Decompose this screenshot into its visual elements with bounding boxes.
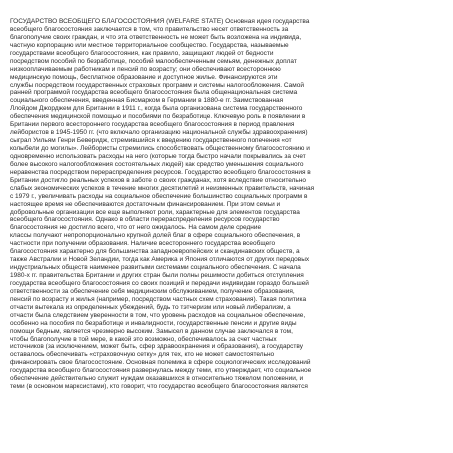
text-line: источников (за исключением, может быть, сфер здравоохранения и образования), а государству <box>10 343 303 351</box>
text-line: лейбористов в 1945-1950 гг. (что включало организацию национальной службы здравоохранения) <box>10 129 308 137</box>
text-line: настоящее время не обеспечиваются достаточным финансированием. При этом семьи и <box>10 200 281 208</box>
text-line: благополучие своих граждан, и что эта ответственность не может быть возложена на индивида, <box>10 33 302 41</box>
text-line: теми (в основном марксистами), кто говорит, что государство всеобщего благосостояния является <box>10 383 308 391</box>
text-line: обеспечения медицинской помощью и пособиями по безработице. Ключевую роль в появлении в <box>10 113 306 121</box>
text-line: всеобщего благосостояния заключается в том, что правительство несет ответственность за <box>10 25 289 33</box>
text-line: финансировать свое благосостояние. Основная полемика в сфере социологических исследований <box>10 359 311 367</box>
text-line: индустриальных обществ наименее развитыми системами социального обеспечения. С начала <box>10 264 301 272</box>
text-line: 1980-х гг. правительства Британии и других стран были полны решимости добиться отступления <box>10 272 304 279</box>
text-line: всеобщего благосостояния. Однако в области перераспределения ресурсов государство <box>10 216 280 224</box>
text-line: ГОСУДАРСТВО ВСЕОБЩЕГО БЛАГОСОСТОЯНИЯ (WELFARE STATE) Основная идея государства <box>10 18 310 25</box>
text-line: особенно на пособия по безработице и инвалидности, государственные пенсии и другие виды <box>10 319 297 327</box>
text-line: благосостояния характерно для большинства западноевропейских и скандинавских обществ, а <box>10 248 300 256</box>
text-line: социального обеспечения, введенная Бисмарком в Германии в 1880-е гг. Заимствованная <box>10 97 284 105</box>
text-line: службы посредством государственных страховых программ и системы налогообложения. Самой <box>10 81 304 89</box>
text-line: низкооплачиваемым работникам и пенсий по возрасту; они обеспечивают всестороннюю <box>10 65 281 73</box>
text-line: частности при получении образования. Наличие всестороннего государства всеобщего <box>10 240 276 248</box>
text-line: Британии первого всестороннего государства всеобщего благосостояния в период правления <box>10 121 295 129</box>
text-line: частную корпорацию или местное территориальное сообщество. Государства, называемые <box>10 41 289 49</box>
text-line: Ллойдом Джорджем для Британии в 1911 г., когда была организована система государственного <box>10 105 303 113</box>
text-line: ранней программой государства всеобщего благосостояния была общенациональная система <box>10 89 298 97</box>
text-line: пенсий по возрасту и жилья (например, посредством частных схем страхования). Такая политика <box>10 295 307 303</box>
text-line: ответственности за обеспечение себя медицинским обслуживанием, получение образования, <box>10 287 295 295</box>
text-line: государства всеобщего благосостояния развернулась между теми, кто утверждает, что социальное <box>10 367 312 375</box>
document-body <box>10 18 443 391</box>
text-line: более высокого налогообложения состоятельных людей) как средство уменьшения социального <box>10 160 304 168</box>
text-line: слабых экономических успехов в течение многих десятилетий и неизменных правительств, начиная <box>10 184 315 192</box>
text-line: медицинскую помощь, бесплатное образование и доступное жилье. Финансируются эти <box>10 73 278 81</box>
text-line: также Австралии и Новой Зеландии, тогда как Америка и Япония отличаются от других передовых <box>10 256 310 264</box>
text-line: государства всеобщего благосостояния со своих позиций и передачи индивидам гораздо большей <box>10 279 309 287</box>
text-line: с 1979 г., увеличивать расходы на социальное обеспечение большинство социальных программ в <box>10 192 308 200</box>
text-line: Британии достигло реальных успехов в заботе о своих гражданах, хотя вследствие относительно <box>10 176 307 184</box>
text-line: колыбели до могилы». Лейбористы стремились способствовать общественному благосостоянию и <box>10 145 310 152</box>
text-line: сыграл Уильям Генри Беверидж, стремившийся к введению государственного попечения «от <box>10 137 292 145</box>
text-line: благосостояния не достигло всего, что от него ожидалось. На самом деле средние <box>10 224 262 232</box>
text-line: обеспечение действительно служит нуждам оказавшихся в относительно тяжелом положении, и <box>10 375 304 383</box>
text-line: посредством пособий по безработице, пособий малообеспеченным семьям, денежных доплат <box>10 57 297 65</box>
text-line: классы получают непропорционально крупной долей благ в сфере социального обеспечения, в <box>10 232 301 240</box>
text-line: отчасти вытекала из определенных убеждений, будь то тэтчеризм или новый либерализм, а <box>10 303 291 311</box>
text-line: чтобы благополучие в той мере, в какой это возможно, обеспечивалось за счет частных <box>10 335 277 343</box>
text-line: неравенства посредством перераспределения ресурсов. Государство всеобщего благосостояния в <box>10 168 311 176</box>
text-line: помощи бедным, является чрезмерно высоким. Замысел в данном случае заключался в том, <box>10 327 293 335</box>
text-line: отчасти была следствием уверенности в том, что уровень расходов на социальное обеспечение, <box>10 311 306 319</box>
text-line: оставалось обеспечивать «страховочную сетку» для тех, кто не может самостоятельно <box>10 351 275 359</box>
text-line: одновременно использовать расходы на него (которые тогда быстро начали покрывались за счет <box>10 152 306 160</box>
text-line: государствами всеобщего благосостояния, как правило, защищают людей от бедности <box>10 49 274 57</box>
text-line: добровольные организации все еще выполняют роли, характерные для элементов государства <box>10 208 300 216</box>
